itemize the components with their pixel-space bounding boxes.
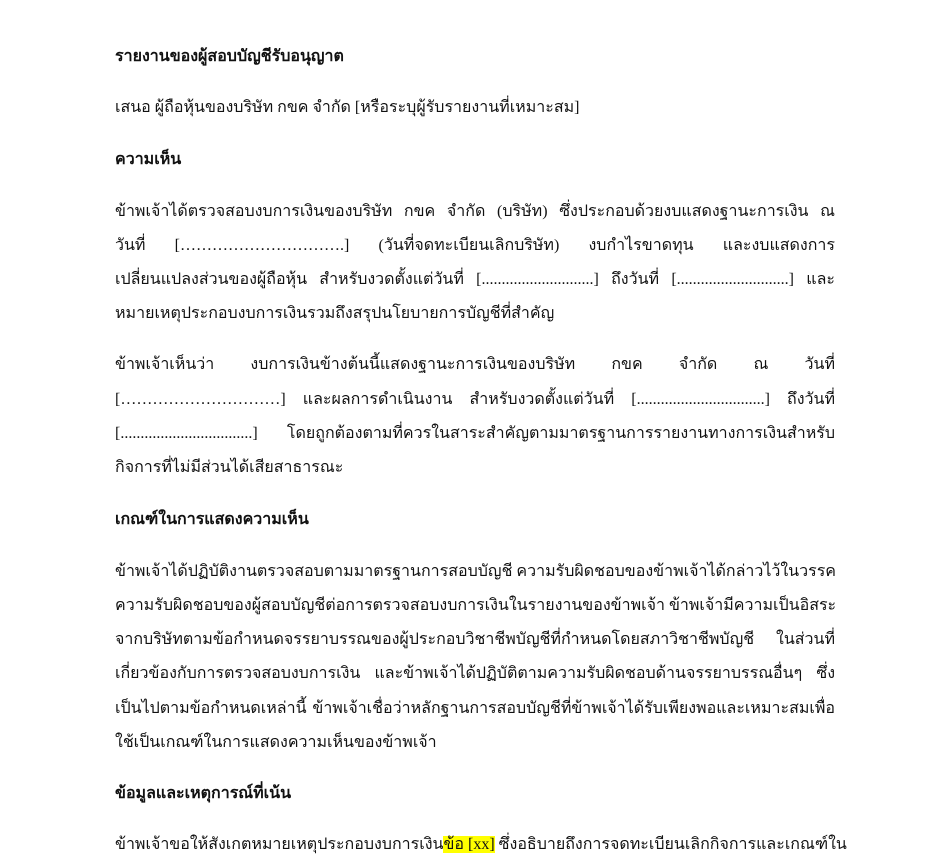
opinion-heading: ความเห็น <box>115 151 182 168</box>
paragraph-line: กิจการที่ไม่มีส่วนได้เสียสาธารณะ <box>115 459 344 476</box>
paragraph-line: ใช้เป็นเกณฑ์ในการแสดงความเห็นของข้าพเจ้า <box>115 734 437 751</box>
paragraph-line: ข้าพเจ้าได้ตรวจสอบงบการเงินของบริษัท กขค จำกัด (บริษัท) ซึ่งประกอบด้วยงบแสดงฐานะการเงิน ณ <box>115 203 835 220</box>
paragraph-line: ข้าพเจ้าเห็นว่า งบการเงินข้างต้นนี้แสดงฐานะการเงินของบริษัท กขค จำกัด ณ วันที่ <box>115 356 835 373</box>
emphasis-paragraph-line <box>115 833 847 857</box>
paragraph-line: เกี่ยวข้องกับการตรวจสอบงบการเงิน และข้าพเจ้าได้ปฏิบัติตามความรับผิดชอบด้านจรรยาบรรณอื่นๆ ซึ่ง <box>115 665 835 682</box>
paragraph-line: เปลี่ยนแปลงส่วนของผู้ถือหุ้น สำหรับงวดตั้งแต่วันที่ [............................] ถึงวันที่ [............................] และ <box>115 271 835 288</box>
highlighted-note-ref: ข้อ [xx] <box>443 836 495 853</box>
addressee-line: เสนอ ผู้ถือหุ้นของบริษัท กขค จำกัด [หรือระบุผู้รับรายงานที่เหมาะสม] <box>115 99 580 116</box>
paragraph-line: จากบริษัทตามข้อกำหนดจรรยาบรรณของผู้ประกอบวิชาชีพบัญชีที่กำหนดโดยสภาวิชาชีพบัญชี ในส่วนที่ <box>115 631 835 648</box>
paragraph-line: ความรับผิดชอบของผู้สอบบัญชีต่อการตรวจสอบงบการเงินในรายงานของข้าพเจ้า ข้าพเจ้ามีความเป็นอิสระ <box>115 597 837 614</box>
report-title: รายงานของผู้สอบบัญชีรับอนุญาต <box>115 48 344 65</box>
paragraph-line: ข้าพเจ้าได้ปฏิบัติงานตรวจสอบตามมาตรฐานการสอบบัญชี ความรับผิดชอบของข้าพเจ้าได้กล่าวไว้ในวรรค <box>115 563 836 580</box>
basis-heading: เกณฑ์ในการแสดงความเห็น <box>115 511 309 528</box>
paragraph-line: หมายเหตุประกอบงบการเงินรวมถึงสรุปนโยบายการบัญชีที่สำคัญ <box>115 305 555 322</box>
paragraph-line: วันที่ [………………………….] (วันที่จดทะเบียนเลิกบริษัท) งบกำไรขาดทุน และงบแสดงการ <box>115 237 835 254</box>
paragraph-line: [.................................] โดยถูกต้องตามที่ควรในสาระสำคัญตามมาตรฐานการรายงานทางการเงินสำหรับ <box>115 425 835 442</box>
paragraph-line: เป็นไปตามข้อกำหนดเหล่านี้ ข้าพเจ้าเชื่อว่าหลักฐานการสอบบัญชีที่ข้าพเจ้าได้รับเพียงพอและเหมาะสมเพื่อ <box>115 700 835 717</box>
emphasis-text-end: ซึ่งอธิบายถึงการจดทะเบียนเลิกกิจการและเกณฑ์ใน <box>494 836 847 853</box>
emphasis-text-start: ข้าพเจ้าขอให้สังเกตหมายเหตุประกอบงบการเงิน <box>115 836 444 853</box>
emphasis-heading: ข้อมูลและเหตุการณ์ที่เน้น <box>115 785 292 802</box>
paragraph-line: […………………………] และผลการดำเนินงาน สำหรับงวดตั้งแต่วันที่ [................................] ถึงวันที่ <box>115 391 835 408</box>
